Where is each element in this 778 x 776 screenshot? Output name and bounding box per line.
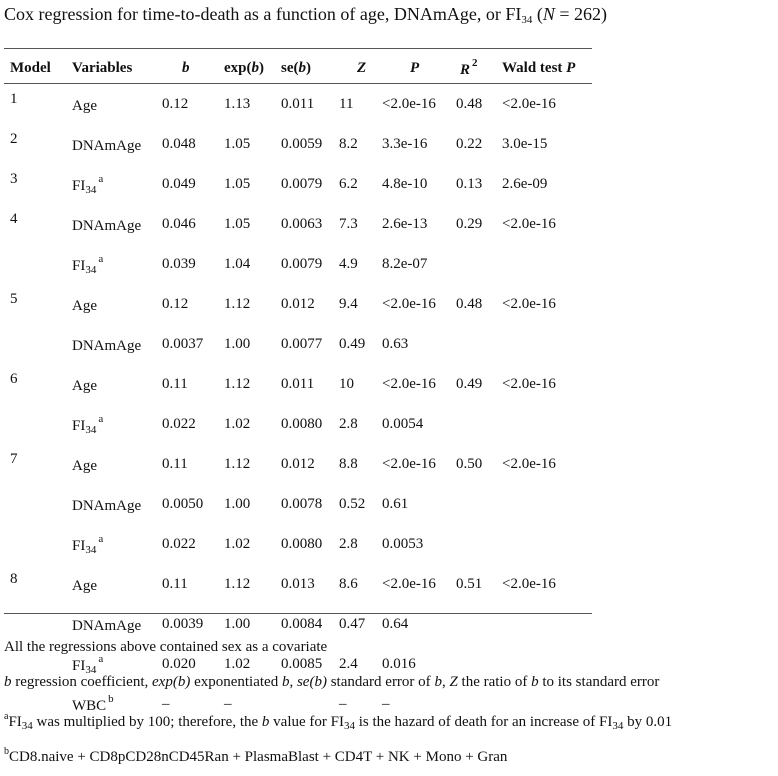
cell-b: 0.11: [162, 575, 188, 592]
cell-variable: $FI_{34}^a$: [72, 412, 104, 436]
cell-b: 0.11: [162, 375, 188, 392]
cell-z: 10: [339, 375, 354, 392]
cell-se-b: 0.0059: [281, 135, 323, 152]
table-row: [4, 164, 602, 204]
cell-variable: DNAmAge: [72, 137, 142, 154]
cell-b: 0.039: [162, 255, 196, 272]
cell-r2: 0.22: [456, 135, 483, 152]
cell-exp-b: 1.02: [224, 655, 251, 672]
table-row: [4, 524, 602, 564]
top-rule: [4, 48, 592, 49]
header-se-b: se(b): [281, 59, 311, 76]
cell-z: 0.52: [339, 495, 366, 512]
cell-r2: 0.48: [456, 295, 483, 312]
cell-se-b: 0.0077: [281, 335, 323, 352]
cell-wald-p: <2.0e-16: [502, 455, 556, 472]
cell-variable: DNAmAge: [72, 217, 142, 234]
cell-p: 0.64: [382, 615, 409, 632]
cell-model: 8: [10, 571, 18, 587]
cell-p: 0.0054: [382, 415, 424, 432]
cell-exp-b: 1.04: [224, 255, 251, 272]
cox-regression-table: [4, 52, 602, 724]
table-row: [4, 444, 602, 484]
cell-variable: Age: [72, 457, 97, 474]
cell-variable: DNAmAge: [72, 337, 142, 354]
cell-p: <2.0e-16: [382, 375, 436, 392]
cell-z: 2.8: [339, 535, 358, 552]
cell-wald-p: <2.0e-16: [502, 95, 556, 112]
cell-model: 2: [10, 131, 18, 147]
cell-p: 0.63: [382, 335, 409, 352]
cell-b: 0.0037: [162, 335, 204, 352]
table-row: [4, 244, 602, 284]
cell-r2: 0.49: [456, 375, 483, 392]
cell-p: <2.0e-16: [382, 455, 436, 472]
footnote-abbreviations: b regression coefficient, exp(b) exponentiated b, se(b) standard error of b, Z the ratio of b to its standard error: [4, 674, 660, 690]
table-row: [4, 124, 602, 164]
cell-z: 4.9: [339, 255, 358, 272]
cell-p: 4.8e-10: [382, 175, 428, 192]
table-row: [4, 284, 602, 324]
cell-model: [4, 484, 72, 524]
cell-b: 0.046: [162, 215, 196, 232]
cell-se-b: 0.012: [281, 295, 315, 312]
cell-variable: WBC $^b$: [72, 692, 114, 714]
cell-z: 2.8: [339, 415, 358, 432]
cell-p: 3.3e-16: [382, 135, 428, 152]
table-row: [4, 84, 602, 124]
cell-se-b: 0.0084: [281, 615, 323, 632]
cell-exp-b: 1.12: [224, 455, 251, 472]
cell-b: 0.022: [162, 415, 196, 432]
cell-b: 0.11: [162, 455, 188, 472]
cell-wald-p: <2.0e-16: [502, 375, 556, 392]
cell-r2: [456, 524, 502, 564]
cell-variable: $FI_{34}^a$: [72, 172, 104, 196]
cell-b: 0.0050: [162, 495, 204, 512]
cell-p: 2.6e-13: [382, 215, 428, 232]
cell-model: 5: [10, 291, 18, 307]
header-b: b: [182, 59, 190, 76]
cell-b: 0.12: [162, 95, 189, 112]
table-row: [4, 364, 602, 404]
cell-z: 0.47: [339, 615, 366, 632]
cell-exp-b: 1.12: [224, 575, 251, 592]
table-row: [4, 564, 602, 604]
table-footnotes: [4, 636, 672, 776]
cell-b: 0.12: [162, 295, 189, 312]
header-row: [4, 52, 602, 84]
cell-variable: Age: [72, 297, 97, 314]
cell-exp-b: 1.05: [224, 215, 251, 232]
header-r2: R $^2$: [460, 57, 478, 78]
cell-exp-b: 1.05: [224, 135, 251, 152]
header-p: P: [410, 59, 420, 76]
footnote-b: $^b$CD8.naive + CD8pCD28nCD45Ran + PlasmaBlast + CD4T + NK + Mono + Gran: [4, 746, 508, 765]
table-row: [4, 204, 602, 244]
cell-z: –: [339, 695, 347, 712]
cell-variable: DNAmAge: [72, 617, 142, 634]
table-row: [4, 484, 602, 524]
cell-se-b: 0.0079: [281, 255, 323, 272]
cell-model: 1: [10, 91, 18, 107]
cell-exp-b: 1.02: [224, 535, 251, 552]
cell-r2: [456, 244, 502, 284]
cell-exp-b: 1.00: [224, 495, 251, 512]
cell-variable: $FI_{34}^a$: [72, 252, 104, 276]
cell-model: 4: [10, 211, 18, 227]
cell-exp-b: –: [224, 695, 232, 712]
table-body: [4, 84, 602, 724]
cell-r2: 0.29: [456, 215, 483, 232]
cell-r2: 0.51: [456, 575, 483, 592]
cell-wald-p: <2.0e-16: [502, 295, 556, 312]
cell-se-b: 0.011: [281, 95, 315, 112]
cell-p: 0.61: [382, 495, 409, 512]
cell-b: 0.049: [162, 175, 196, 192]
cell-wald-p: <2.0e-16: [502, 575, 556, 592]
cell-z: 2.4: [339, 655, 358, 672]
cell-p: <2.0e-16: [382, 575, 436, 592]
header-wald-p: Wald test P: [502, 59, 576, 76]
cell-wald-p: [502, 244, 602, 284]
cell-exp-b: 1.13: [224, 95, 251, 112]
cell-r2: [456, 404, 502, 444]
cell-wald-p: [502, 484, 602, 524]
cell-r2: [456, 324, 502, 364]
cell-se-b: 0.013: [281, 575, 315, 592]
cell-p: 0.0053: [382, 535, 424, 552]
cell-b: 0.022: [162, 535, 196, 552]
cell-z: 8.8: [339, 455, 358, 472]
cell-b: 0.0039: [162, 615, 204, 632]
cell-p: –: [382, 695, 390, 712]
cell-model: 7: [10, 451, 18, 467]
cell-z: 8.2: [339, 135, 358, 152]
header-model: Model: [10, 59, 51, 76]
table-row: [4, 324, 602, 364]
cell-exp-b: 1.00: [224, 335, 251, 352]
cell-exp-b: 1.05: [224, 175, 251, 192]
cell-z: 11: [339, 95, 354, 112]
cell-b: 0.048: [162, 135, 196, 152]
cell-model: [4, 324, 72, 364]
cell-exp-b: 1.02: [224, 415, 251, 432]
cell-model: 6: [10, 371, 18, 387]
cell-p: <2.0e-16: [382, 295, 436, 312]
table-caption: Cox regression for time-to-death as a function of age, DNAmAge, or $FI_{34}$ (N = 262): [4, 4, 608, 26]
header-z: Z: [357, 59, 367, 76]
cell-wald-p: 2.6e-09: [502, 175, 548, 192]
cell-model: 3: [10, 171, 18, 187]
cell-r2: 0.13: [456, 175, 483, 192]
cell-b: –: [162, 695, 170, 712]
cell-variable: $FI_{34}^a$: [72, 532, 104, 556]
cell-z: 0.49: [339, 335, 366, 352]
cell-variable: Age: [72, 377, 97, 394]
cell-model: [4, 524, 72, 564]
cell-se-b: 0.0080: [281, 535, 323, 552]
footnote-a: $^aFI_{34}$ was multiplied by 100; therefore, the b value for $FI_{34}$ is the hazard of death for an increase of $FI_{34}$ by 0.01: [4, 711, 673, 732]
cell-se-b: 0.012: [281, 455, 315, 472]
cell-r2: 0.50: [456, 455, 483, 472]
cell-se-b: 0.0063: [281, 215, 323, 232]
cell-exp-b: 1.00: [224, 615, 251, 632]
cell-se-b: 0.0080: [281, 415, 323, 432]
table-row: [4, 404, 602, 444]
cell-wald-p: <2.0e-16: [502, 215, 556, 232]
cell-variable: Age: [72, 97, 97, 114]
cell-wald-p: [502, 404, 602, 444]
cell-r2: 0.48: [456, 95, 483, 112]
cell-wald-p: [502, 324, 602, 364]
header-exp-b: exp(b): [224, 59, 264, 76]
cell-z: 8.6: [339, 575, 358, 592]
cell-variable: Age: [72, 577, 97, 594]
cell-variable: DNAmAge: [72, 497, 142, 514]
cell-variable: $FI_{34}^a$: [72, 652, 104, 676]
cell-se-b: 0.0078: [281, 495, 323, 512]
cell-model: [4, 404, 72, 444]
footnote-covariate: All the regressions above contained sex as a covariate: [4, 639, 328, 655]
cell-model: [4, 244, 72, 284]
cell-p: 8.2e-07: [382, 255, 428, 272]
cell-se-b: 0.0085: [281, 655, 323, 672]
cell-z: 9.4: [339, 295, 358, 312]
cell-b: 0.020: [162, 655, 196, 672]
cell-z: 7.3: [339, 215, 358, 232]
cell-p: 0.016: [382, 655, 416, 672]
header-variables: Variables: [72, 59, 133, 76]
cell-wald-p: [502, 524, 602, 564]
cell-p: <2.0e-16: [382, 95, 436, 112]
cell-z: 6.2: [339, 175, 358, 192]
cell-exp-b: 1.12: [224, 375, 251, 392]
cell-wald-p: 3.0e-15: [502, 135, 548, 152]
cell-r2: [456, 484, 502, 524]
cell-se-b: 0.011: [281, 375, 315, 392]
cell-se-b: 0.0079: [281, 175, 323, 192]
cell-exp-b: 1.12: [224, 295, 251, 312]
